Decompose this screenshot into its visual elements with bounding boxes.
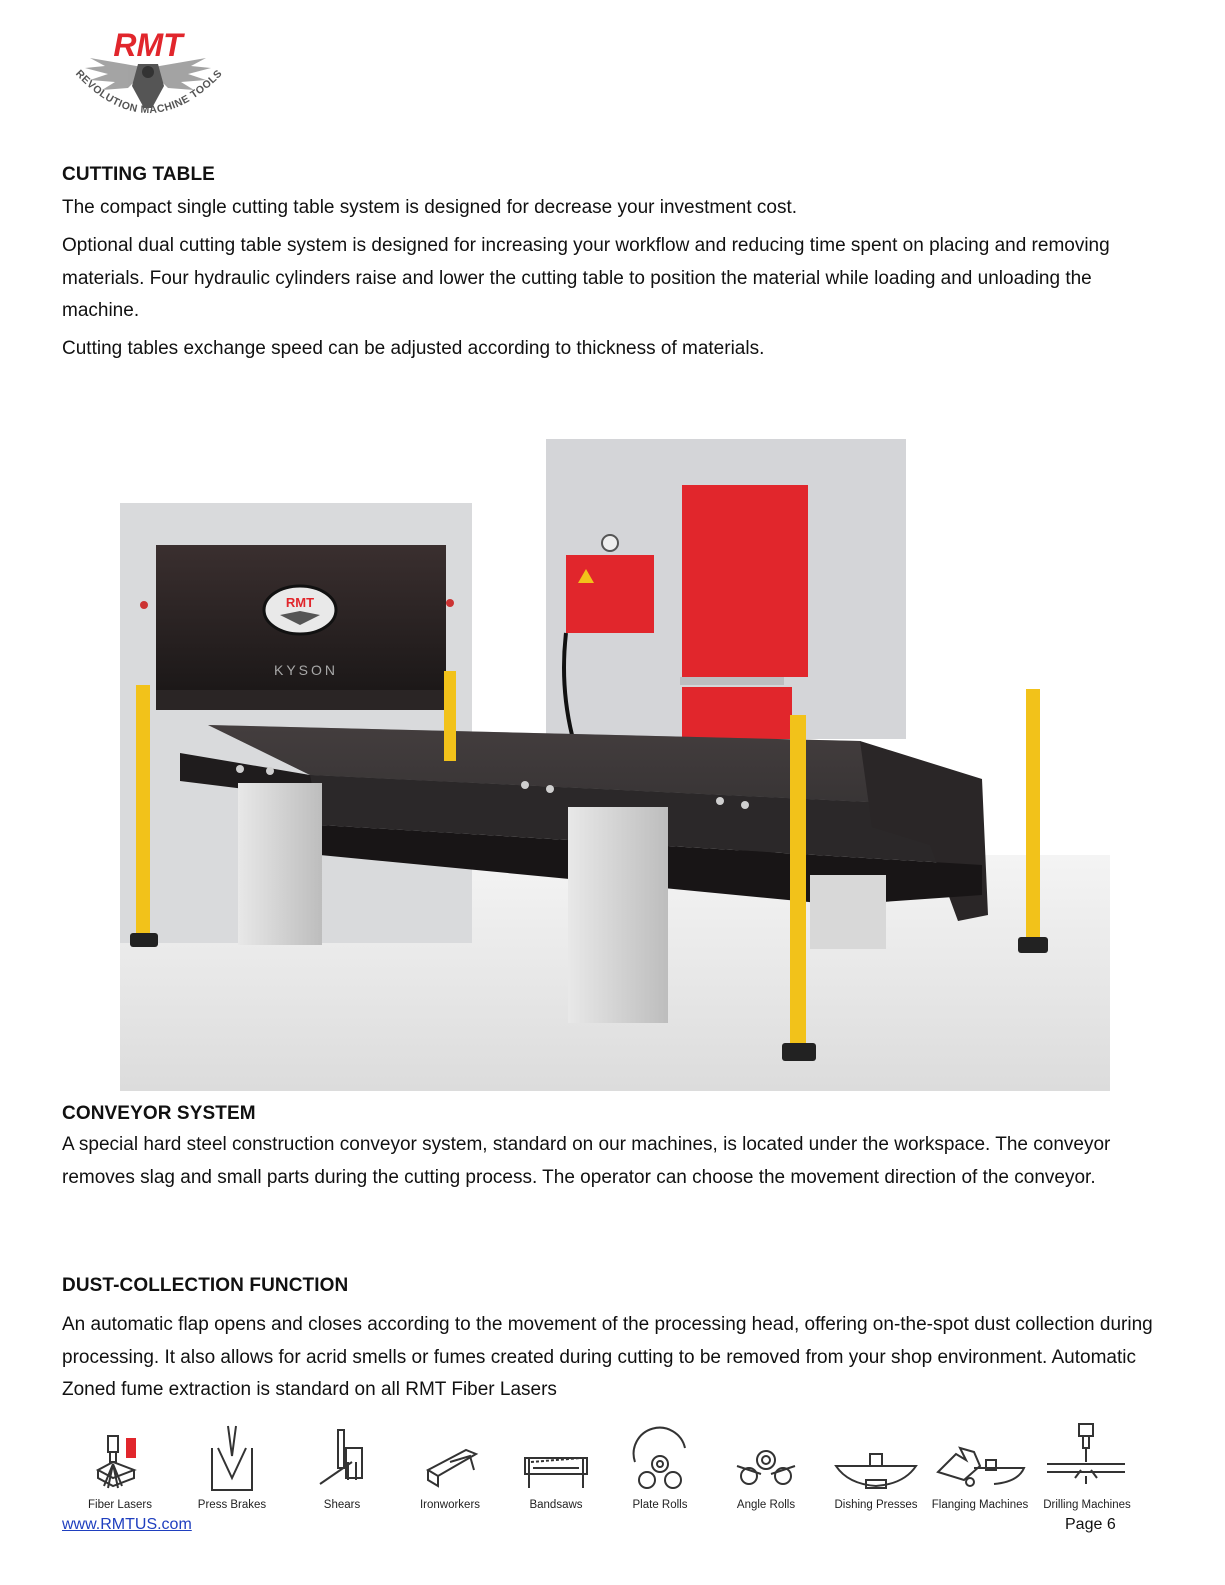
shears-icon	[312, 1418, 372, 1494]
conveyor-title: CONVEYOR SYSTEM	[62, 1103, 256, 1124]
dishing-press-icon	[834, 1418, 918, 1494]
cutting-table-paragraph-2: Optional dual cutting table system is designed for increasing your workflow and reducing time spent on placing and removing materials. Four hydraulic cylinders raise and lower the cutting table to position the material while loading and unloading the machine.	[62, 235, 1110, 321]
ironworker-icon	[420, 1418, 480, 1494]
product-label: Fiber Lasers	[88, 1499, 152, 1511]
logo-tagline: REVOLUTION MACHINE TOOLS	[73, 67, 225, 117]
machine-badge-brand: RMT	[285, 595, 315, 610]
product-icons-row	[60, 1418, 1150, 1518]
cutting-table-paragraph-1: The compact single cutting table system is designed for decrease your investment cost.	[62, 197, 798, 218]
fiber-laser-machine-photo	[120, 435, 1110, 1091]
logo-brand: RMT	[113, 28, 183, 63]
product-dishing-presses[interactable]	[816, 1418, 936, 1518]
product-label: Press Brakes	[197, 1499, 267, 1511]
product-label: Dishing Presses	[834, 1499, 918, 1511]
press-brake-icon	[202, 1418, 262, 1494]
cutting-table-title: CUTTING TABLE	[62, 164, 215, 185]
product-label: Angle Rolls	[736, 1499, 796, 1511]
product-shears[interactable]	[282, 1418, 402, 1518]
bandsaw-icon	[521, 1418, 591, 1494]
rmt-logo	[60, 28, 235, 138]
flanging-machine-icon	[934, 1418, 1026, 1494]
product-angle-rolls[interactable]	[706, 1418, 826, 1518]
product-label: Shears	[323, 1499, 361, 1511]
dust-collection-title: DUST-COLLECTION FUNCTION	[62, 1275, 349, 1296]
website-link[interactable]: www.RMTUS.com	[62, 1516, 192, 1533]
page-number: Page 6	[1065, 1516, 1116, 1533]
product-ironworkers[interactable]	[390, 1418, 510, 1518]
product-fiber-lasers[interactable]	[60, 1418, 180, 1518]
product-flanging-machines[interactable]	[920, 1418, 1040, 1518]
dust-collection-paragraph: An automatic flap opens and closes according to the movement of the processing head, offering on-the-spot dust collection during processing. It also allows for acrid smells or fumes created during cutting to be removed from your shop environment. Automatic Zoned fume extraction is standard on all RMT Fiber Lasers	[62, 1314, 1153, 1400]
drilling-machine-icon	[1045, 1418, 1129, 1494]
machine-brand: KYSON	[273, 662, 339, 678]
product-label: Plate Rolls	[632, 1499, 688, 1511]
product-label: Drilling Machines	[1043, 1499, 1131, 1511]
product-bandsaws[interactable]	[496, 1418, 616, 1518]
product-press-brakes[interactable]	[172, 1418, 292, 1518]
angle-rolls-icon	[733, 1418, 799, 1494]
plate-rolls-icon	[627, 1418, 693, 1498]
cutting-table-paragraph-3: Cutting tables exchange speed can be adjusted according to thickness of materials.	[62, 338, 765, 359]
product-label: Flanging Machines	[931, 1499, 1029, 1511]
fiber-laser-icon	[90, 1418, 150, 1494]
product-label: Bandsaws	[529, 1499, 583, 1511]
conveyor-paragraph: A special hard steel construction conveyor system, standard on our machines, is located under the workspace. The conveyor removes slag and small parts during the cutting process. The operator can choose the movement direction of the conveyor.	[62, 1134, 1111, 1188]
product-drilling-machines[interactable]	[1027, 1418, 1147, 1518]
product-plate-rolls[interactable]	[600, 1418, 720, 1518]
product-label: Ironworkers	[419, 1499, 481, 1511]
